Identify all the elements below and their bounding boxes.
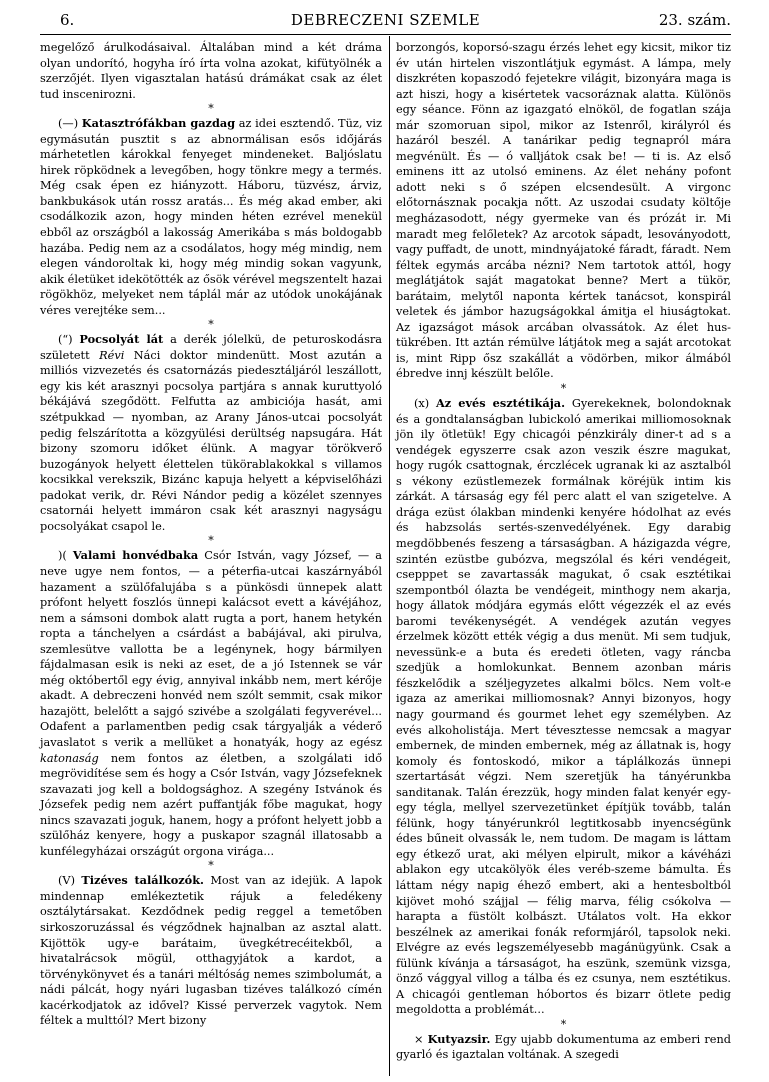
article-talalkozok (40, 873, 382, 1028)
separator-star: * (560, 382, 567, 396)
article-title: Pocsolyát lát (79, 332, 164, 347)
article-continuation: borzongós, koporsó-szagu érzés lehet egy kicsit, mikor tiz év után hirtelen viszontlátjuk egymást. A lámpa, mely diszkréten kopaszodó fejetekre világit, bizonyára maga is azt hiszi, hogy a kisértetek vacsoráznak alatta. Különös egy séance. Fönn az igazgató elnököl, de fogatlan szája már szomoruan sipol, mikor az Istenről, királyról és hazáról beszél. A tanárikar pedig tegnapról mára megvénült. És — ó valljátok csak be! — ti is. Az első eminens itt az utolsó eminens. Az élet nehány pofont adott neki s ő szépen elcsendesült. A virgonc előtornásznak pocakja nőtt. Az uszodai csudaty költője megházasodott, négy gyermeke van és prózát ir. Mi maradt meg felőletek? Az arcotok sápadt, lesoványodott, vagy puffadt, de unott, mindnyájatoké fáradt, fáradt. Nem féltek egymás arcába nézni? Nem tartotok attól, hogy meglátjátok saját magatokat benne? Mert a tükör, barátaim, melytől naponta kértek tanácsot, konspirál veletek és jámbor hazugságokkal ámitja el hiuságtokat. Az igazságot mások arcában olvassátok. Az élet hus-tükrében. Itt aztán rémülve látjátok meg a saját arcotokat is, mint Ripp ősz szakállát a vödörben, mikor álmából ébredve innj készült belőle. (396, 41, 731, 381)
article-marker: )( (58, 549, 67, 563)
column-divider (389, 36, 390, 1076)
issue-number: 23. szám. (658, 11, 731, 29)
article-continuation: megelőző árulkodásaival. Általában mind a két dráma olyan undorító, hogyha író írta volna azokat, kifütyölnék a szerzőjét. Ilyen vigasztalan hatású drámákat csak az élet tud inscenirozni. (40, 41, 382, 101)
italic-name: Révi (99, 348, 125, 362)
separator-star: * (208, 318, 214, 332)
article-body: Náci doktor mindenütt. Most azután a milliós vizvezetés és csatornázás piedesztáljáról leszállott, egy kis két arasznyi pocsolya partjára s annak kuruttyoló békájává szegődött. Felfutta az ambiciója hasát, ami szétpukkad — nyomban, az Arany János-utcai pocsolyát pedig felszárította a közgyülési derültség napsugára. Hát bizony szomoru időket élünk. A magyar törökverő buzogányok helyett élettelen tükörablakokkal s villamos kocsikkal verekszik, Bizánc kapuja helyett a képviselőházi padokat verik, dr. Révi Nándor pedig a közélet szennyes csatornái helyett immáron csak két arasznyi nagyságu pocsolyákat csapol le. (40, 348, 383, 533)
article-kutyazsir (396, 1032, 731, 1063)
separator-star: * (560, 1017, 567, 1031)
article-body: nem fontos az életben, a szolgálati idő megrövidítése sem és hogy a Csór István, vagy Józsefeknek szavazati jog kell a boldogsághoz. A szegény Istvánok és Józsefek pedig nem azért puffantják főbe magukat, hogy nincs szavazati joguk, hanem, hogy a prófont helyett jobb a szülőház kenyere, hogy a puskapor szagnál illatosabb a kunfélegyházai országút orgona virága... (40, 751, 383, 858)
right-column (396, 40, 731, 1063)
article-body: Gyerekeknek, bolondoknak és a gondtalanságban lubickoló amerikai milliomosoknak jön ily ötletük! Egy chicagói pénzkirály diner-t ad s a vendégek egyszerre csak azon veszik észre magukat, hogy rugók csattognak, érczlécek ugranak ki az asztalból s vékony ezüstlemezek formálnak köréjük intim kis zárkát. A társaság egy fél perc alatt el van szigetelve. A drága ezüst ólakban mindenki kenyére hódolhat az evés és habzsolás sertés-szenvedélyének. Egy darabig megdöbbenés feszeng a társaságban. A házigazda végre, szintén ezüstbe gubózva, megszólal és kéri vendégeit, csepppet se zavartassák magukat, ő csak esztétikai szempontból ólazta be vendégeit, minthogy nem akarja, hogy állatok módjára egymás előtt végezzék el az evés baromi tevékenységét. A vendégek azután vegyes érzelmek között ették végig a dus menüt. Mi sem tudjuk, nevessünk-e a buta és eredeti ötleten, vagy ráncba szedjük a homlokunkat. Bennem azonban máris fészkelődik a széljegyzetes alkalmi bölcs. Nem volt-e igaza az amerikai milliomosnak? Annyi bizonyos, hogy nagy gourmand és gourmet lehet egy személyben. Az evés alkoholistája. Mert tévesztesse nemcsak a magyar embernek, de minden embernek, még az állatnak is, hogy komoly és fontoskodó, mikor a táplálkozás ünnepi szertartását végzi. Nem szeretjük ha tányérunkba sanditanak. Talán érezzük, hogy minden falat kenyér egy-egy tégla, mellyel szervezetünket építjük tovább, talán félünk, hogy tányérunkról legtitkosabb inyencségünk édes bűneit olvassák le, nem tudom. De magam is láttam egy étkező urat, aki mélyen elpirult, mikor a kávéházi ablakon egy utcakölyök éles veréb-szeme bámulta. És láttam négy napig éhező embert, aki a hentesboltból kijövet mohó szájjal — félig marva, félig csókolva — harapta a füstölt kolbászt. Utálatos volt. Ha ekkor beszélnek az amerikai fonák reformjáról, tapsolok neki. Elvégre az evés legszemélyesebb magánügyünk. Csak a fülünk kívánja a társaságot, ha eszünk, szemünk vizsga, önző vággyal villog a tálba és ez csunya, nem esztétikus. A chicagói gentleman hóbortos és bizarr ötlete pedig megoldotta a problémát... (396, 397, 732, 1017)
article-marker: × (414, 1032, 424, 1046)
article-marker: (“) (58, 333, 73, 347)
separator-star: * (208, 534, 214, 548)
article-body: Most van az idejük. A lapok mindennap emlékeztetik rájuk a feledékeny osztálytársakat. Kezdődnek pedig reggel a temetőben sirkoszoruzással és végződnek hajnalban az asztal alatt. Kijöttök ugy-e barátaim, üvegkétrecéitekből, a hivatalrácsok mögül, otthagyjátok a kardot, a törvénykönyvet és a tanári méltóság nemes szimbolumát, a nádi pálcát, hogy nyári lugasban tizéves találkozó címén kacérkodjatok az idővel? Kissé perverzek vagytok. Nem féltek a multtól? Mert bizony (40, 874, 383, 1028)
article-pocsolya (40, 332, 382, 534)
header-rule (40, 34, 731, 35)
article-title: Tizéves találkozók. (81, 873, 204, 888)
separator-star: * (208, 859, 214, 873)
left-column (40, 40, 382, 1029)
article-title: Valami honvédbaka (72, 548, 199, 563)
separator-star: * (208, 102, 214, 116)
article-body: Csór István, vagy József, — a neve ugye nem fontos, — a péterfia-utcai kaszárnyából hazament a szülőfalujába s a pünkösdi ünnepek alatt prófont helyett foszlós ünnepi kalácsot evett a kávéjához, nem a sámsoni dombok alatt rugta a port, hanem hetykén ropta a tánchelyen a csárdást a babájával, aki pirulva, szemlesütve vallotta be a legénynek, hogy bármilyen fájdalmasan esik is neki az eset, de a jó Istennek se vár még októbertől egy évig, annyival inkább nem, mert kérője akadt. A debreczeni honvéd nem szólt semmit, csak mikor hazajött, belelőtt a sajgó szivébe a szolgálati fegyverével... Odafent a parlamentben pedig csak tárgyalják a véderő javaslatot s verik a mellüket a honatyák, hogy az egész (40, 549, 382, 749)
article-title: Kutyazsir. (427, 1031, 491, 1046)
article-marker: (V) (58, 874, 75, 888)
article-title: Katasztrófákban gazdag (81, 116, 236, 131)
article-body: az idei esztendő. Tüz, viz egymásután pusztit s az abnormálisan esős időjárás márhetetlen károkkal fenyeget mindeneket. Baljóslatu hirek röpködnek a levegőben, hogy tönkre megy a termés. Még csak épen ez hiányzott. Háboru, tüzvész, árviz, bankbukások után rossz aratás... És még akad ember, aki csodálkozik azon, hogy minden héten ezrével menekül ebből az országból a lakosság Amerikába s más boldogabb hazába. Pedig nem az a csodálatos, hogy még mindig, nem elegen vándoroltak ki, hogy még mindig sokan vagyunk, akik életüket idekötötték az ősök vérével megszentelt hazai rögökhöz, melyeket nem táplál már az utódok unokájának véres verejtéke sem... (40, 117, 382, 317)
article-marker: (x) (414, 397, 430, 411)
page-number: 6. (60, 11, 75, 29)
article-honvedbaka (40, 548, 382, 859)
article-body: a derék jólelkü, de peturoskodásra született (40, 333, 383, 362)
journal-title: DEBRECZENI SZEMLE (290, 11, 481, 29)
italic-word: katonaság (40, 751, 99, 765)
article-eves-esztetika (396, 396, 731, 1018)
article-title: Az evés esztétikája. (435, 396, 566, 411)
article-body: Egy ujabb dokumentuma az emberi rend gyarló és igaztalan voltának. A szegedi (396, 1032, 731, 1062)
article-katasztrofak (40, 116, 382, 318)
article-marker: (—) (58, 117, 79, 131)
